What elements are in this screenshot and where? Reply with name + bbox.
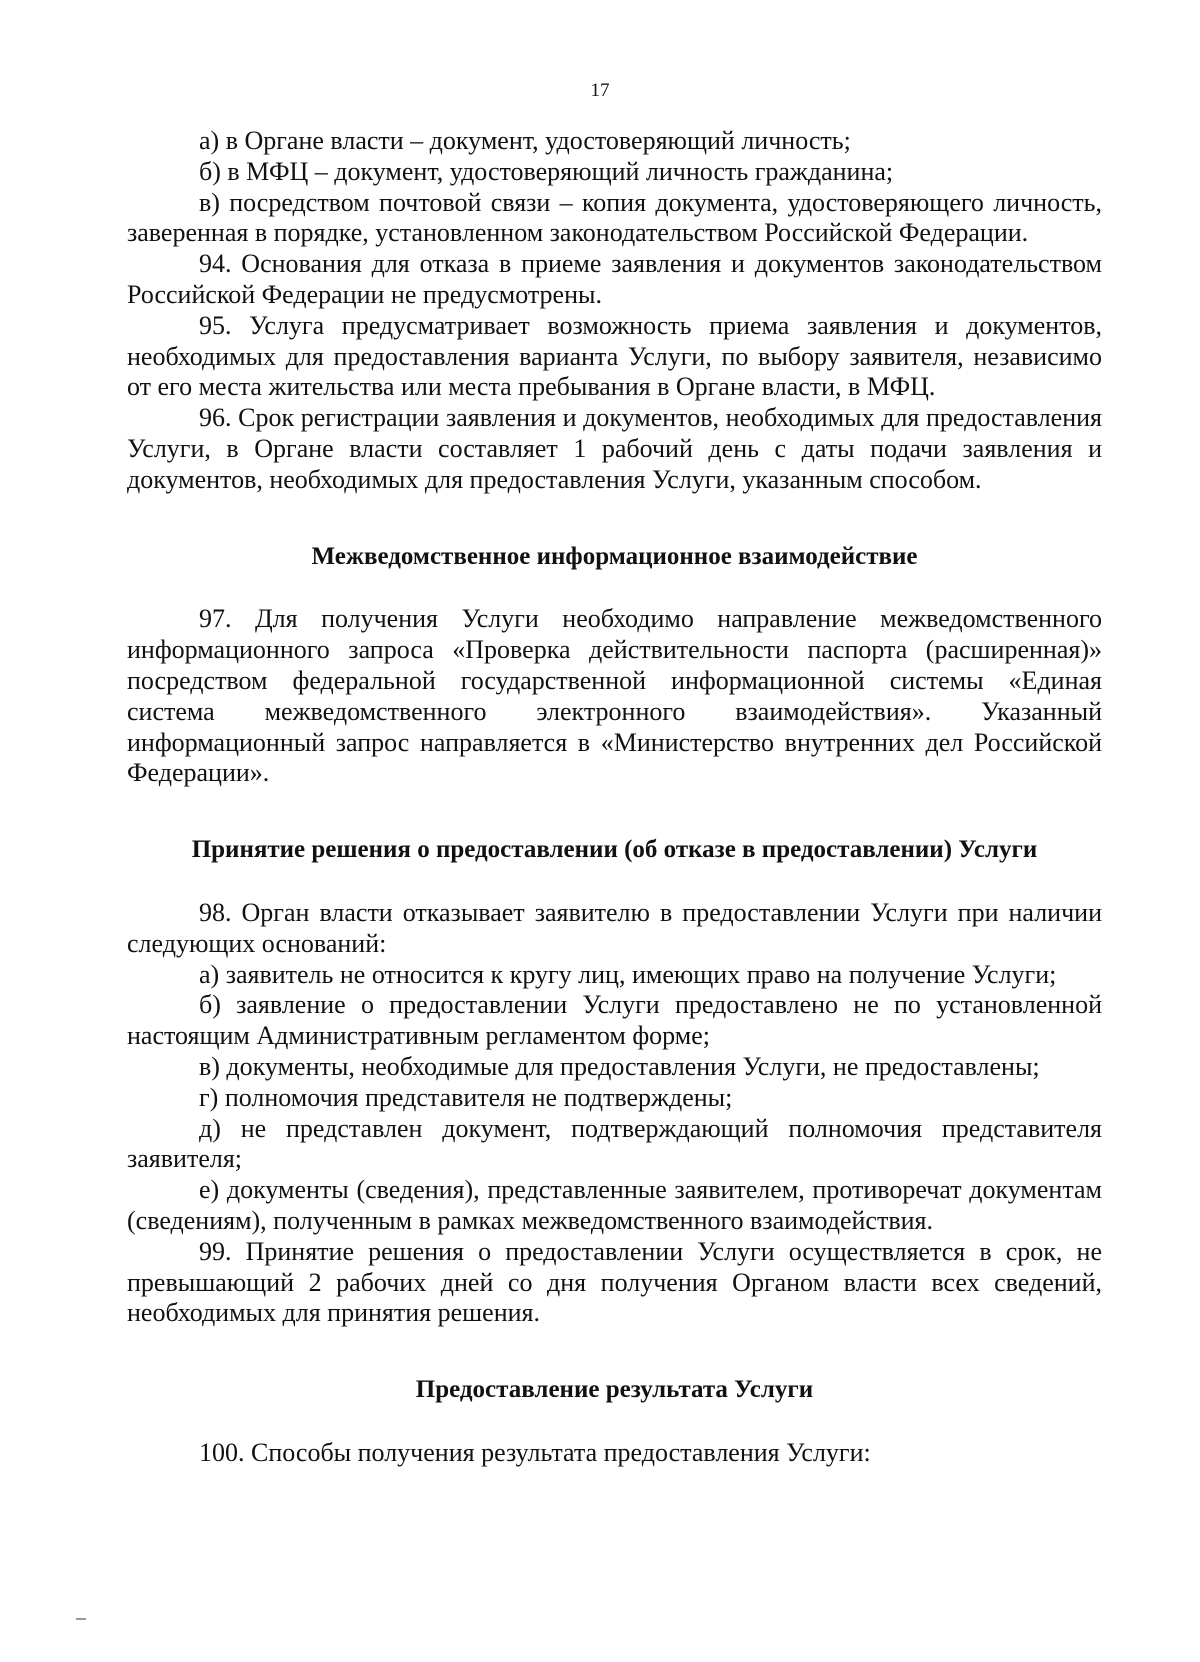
paragraph: в) документы, необходимые для предоставления Услуги, не предоставлены; xyxy=(199,1051,1040,1081)
paragraph: 96. Срок регистрации заявления и документов, необходимых для предоставления Услуги, в Органе власти составляет 1 рабочий день с даты подачи заявления и документов, необходимых для предоставления Услуги, указанным способом. xyxy=(127,403,1102,494)
paragraph: г) полномочия представителя не подтверждены; xyxy=(199,1082,733,1112)
paragraph: 94. Основания для отказа в приеме заявления и документов законодательством Российской Федерации не предусмотрены. xyxy=(127,249,1102,309)
paragraph: 98. Орган власти отказывает заявителю в предоставлении Услуги при наличии следующих оснований: xyxy=(127,897,1102,958)
page-number: 17 xyxy=(590,80,610,101)
paragraph: а) заявитель не относится к кругу лиц, имеющих право на получение Услуги; xyxy=(199,959,1057,989)
paragraph: е) документы (сведения), представленные заявителем, противоречат документам (сведениям), полученным в рамках межведомственного взаимодействия. xyxy=(127,1175,1102,1235)
paragraph: б) в МФЦ – документ, удостоверяющий личность гражданина; xyxy=(199,156,894,186)
paragraph: 100. Способы получения результата предоставления Услуги: xyxy=(199,1437,871,1467)
section-heading: Межведомственное информационное взаимодействие xyxy=(311,542,918,570)
paragraph: 97. Для получения Услуги необходимо направление межведомственного информационного запроса «Проверка действительности паспорта (расширенная)» посредством федеральной государственной информационной системы «Единая система межведомственного электронного взаимодействия». Указанный информационный запрос направляется в «Министерство внутренних дел Российской Федерации». xyxy=(127,604,1102,788)
paragraph: б) заявление о предоставлении Услуги предоставлено не по установленной настоящим Административным регламентом форме; xyxy=(127,990,1102,1051)
document-body xyxy=(127,126,1102,1469)
paragraph: д) не представлен документ, подтверждающий полномочия представителя заявителя; xyxy=(127,1113,1102,1174)
section-heading: Принятие решения о предоставлении (об отказе в предоставлении) Услуги xyxy=(191,836,1038,864)
paragraph: в) посредством почтовой связи – копия документа, удостоверяющего личность, заверенная в порядке, установленном законодательством Российской Федерации. xyxy=(127,187,1102,248)
paragraph: 95. Услуга предусматривает возможность приема заявления и документов, необходимых для предоставления варианта Услуги, по выбору заявителя, независимо от его места жительства или места пребывания в Органе власти, в МФЦ. xyxy=(127,310,1102,402)
paragraph: а) в Органе власти – документ, удостоверяющий личность; xyxy=(199,126,851,155)
paragraph: 99. Принятие решения о предоставлении Услуги осуществляется в срок, не превышающий 2 рабочих дней со дня получения Органом власти всех сведений, необходимых для принятия решения. xyxy=(127,1236,1102,1328)
section-heading: Предоставление результата Услуги xyxy=(415,1376,814,1404)
scan-mark xyxy=(76,1618,86,1620)
